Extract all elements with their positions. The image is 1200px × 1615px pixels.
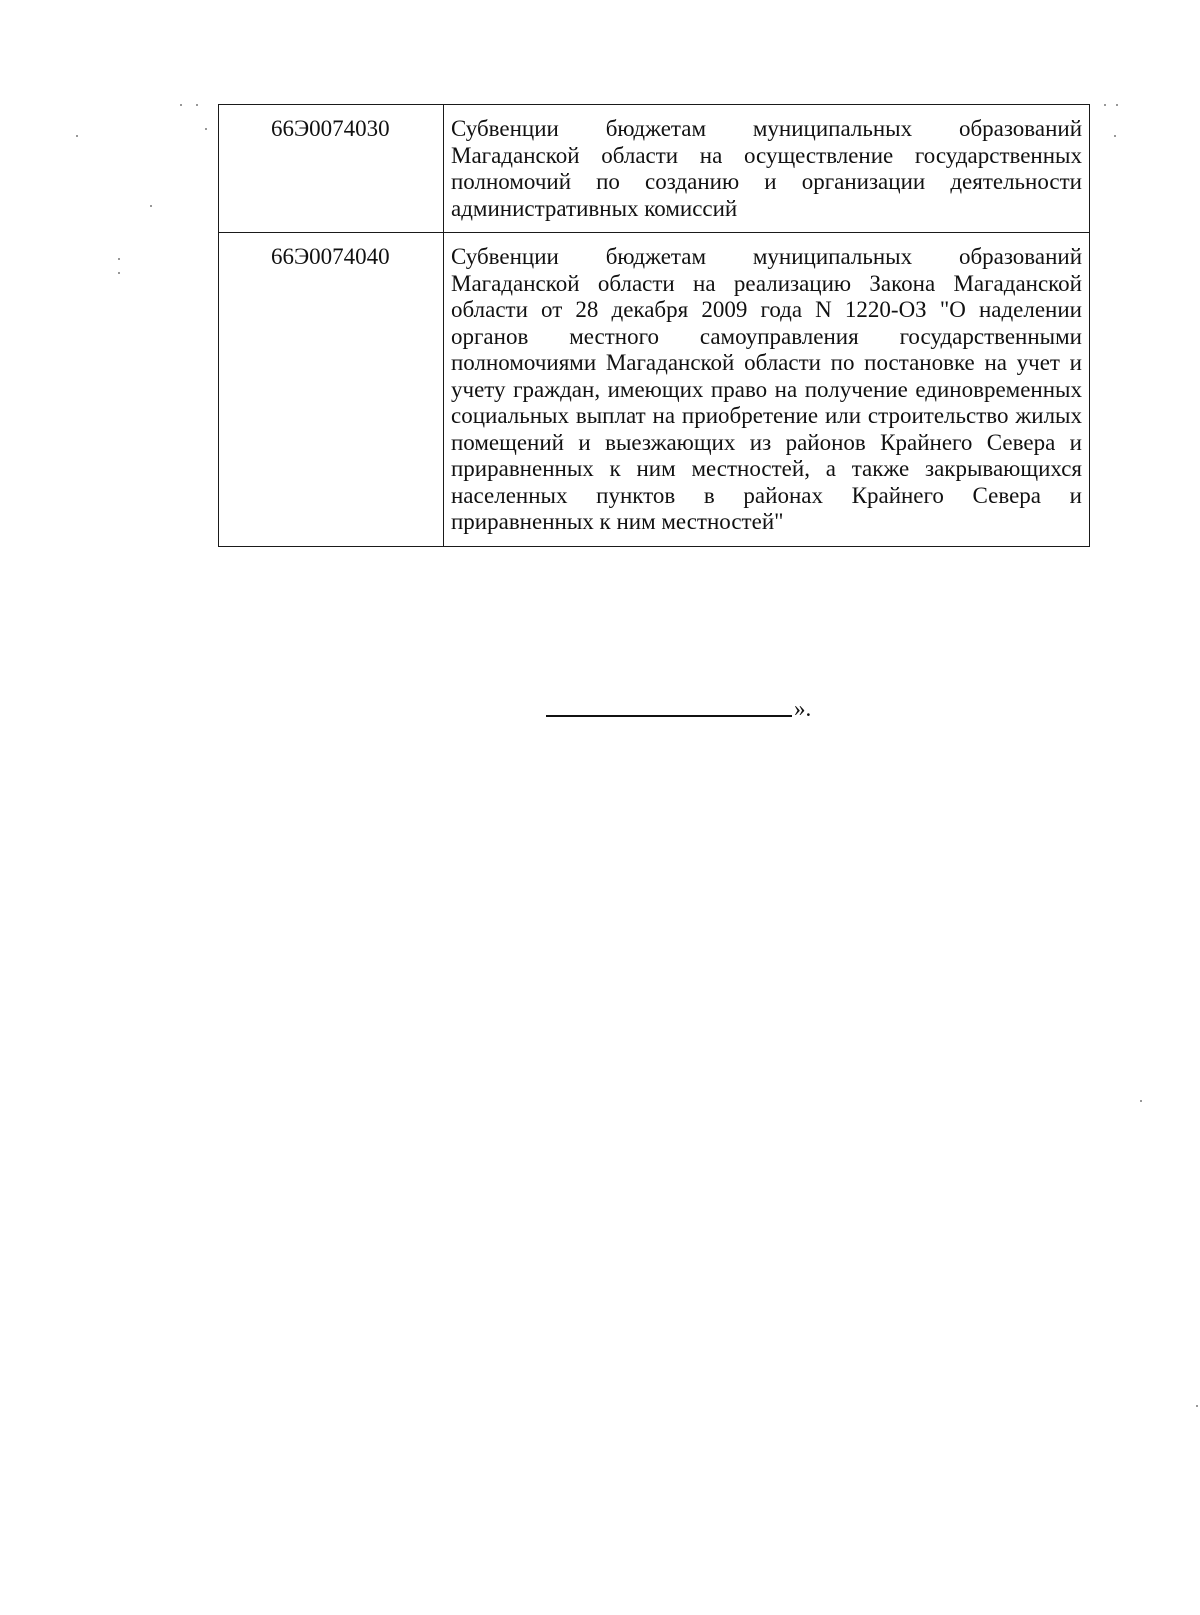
closing-line	[546, 692, 811, 722]
scan-speck	[1104, 104, 1106, 106]
row-code: 66Э0074040	[219, 233, 444, 547]
scan-speck	[118, 258, 120, 260]
scan-speck	[76, 135, 78, 137]
table-row	[219, 105, 1090, 233]
scan-speck	[180, 104, 182, 106]
scan-speck	[1196, 1405, 1198, 1407]
scan-speck	[205, 128, 207, 130]
scan-speck	[196, 104, 198, 106]
budget-classification-table	[218, 104, 1090, 547]
scan-speck	[1114, 135, 1116, 137]
table-row	[219, 233, 1090, 547]
scan-speck	[118, 272, 120, 274]
signature-underline	[546, 715, 792, 717]
closing-quote: ».	[794, 696, 812, 721]
row-description: Субвенции бюджетам муниципальных образований Магаданской области на осуществление государственных полномочий по созданию и организации деятельности административных комиссий	[444, 105, 1090, 233]
scan-speck	[1140, 1100, 1142, 1102]
scan-speck	[150, 205, 152, 207]
scan-speck	[1116, 104, 1118, 106]
row-description: Субвенции бюджетам муниципальных образований Магаданской области на реализацию Закона Магаданской области от 28 декабря 2009 года N 1220-ОЗ "О наделении органов местного самоуправления государственными полномочиями Магаданской области по постановке на учет и учету граждан, имеющих право на получение единовременных социальных выплат на приобретение или строительство жилых помещений и выезжающих из районов Крайнего Севера и приравненных к ним местностей, а также закрывающихся населенных пунктов в районах Крайнего Севера и приравненных к ним местностей"	[444, 233, 1090, 547]
row-code: 66Э0074030	[219, 105, 444, 233]
